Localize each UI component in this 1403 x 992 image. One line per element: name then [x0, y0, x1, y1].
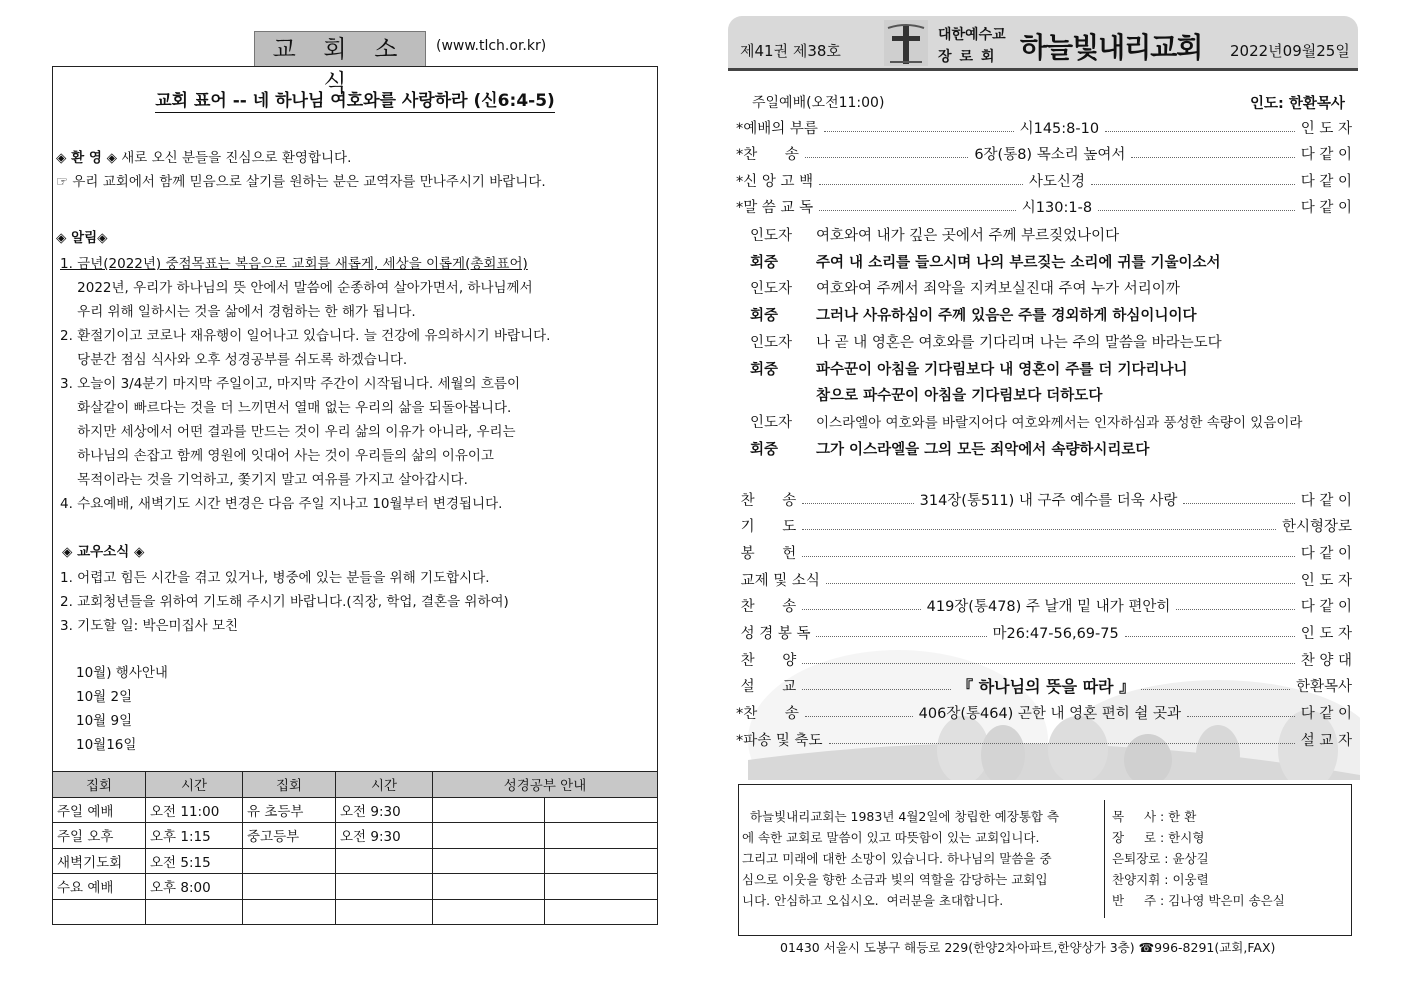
dotted-leader	[826, 583, 1295, 584]
table-cell	[336, 874, 433, 900]
order-item: *파송 및 축도	[736, 732, 823, 749]
table-row	[53, 823, 658, 849]
reading-text: 참으로 파수꾼이 아침을 기다림보다 더하도다	[816, 388, 1103, 405]
order-item: *찬 송	[736, 706, 799, 723]
order-leader: 찬 양 대	[1300, 652, 1352, 669]
reading-line	[750, 331, 1222, 352]
notice-line: 2022년, 우리가 하나님의 뜻 안에서 말씀에 순종하여 살아가면서, 하나님께서	[60, 280, 533, 296]
divider	[1104, 800, 1105, 918]
order-leader: 설 교 자	[1300, 732, 1352, 749]
intro-line: 하늘빛내리교회는 1983년 4월2일에 창립한 예장통합 측	[742, 809, 1060, 824]
table-cell	[545, 899, 658, 925]
order-leader: 인 도 자	[1300, 626, 1353, 642]
notice-line: 2. 환절기이고 코로나 재유행이 일어나고 있습니다. 늘 건강에 유의하시기 바랍니다.	[60, 328, 551, 344]
col-header: 시간	[336, 772, 433, 798]
reading-speaker: 인도자	[750, 414, 793, 431]
order-leader: 인 도 자	[1300, 572, 1352, 589]
order-leader: 다 같 이	[1300, 706, 1353, 723]
order-leader: 다 같 이	[1300, 492, 1353, 509]
church-name: 하늘빛내리교회	[1020, 31, 1203, 64]
staff-line: 목 사 : 한 환	[1112, 809, 1197, 824]
notice-line: 3. 오늘이 3/4분기 마지막 주일이고, 마지막 주간이 시작됩니다. 세월의 흐름이	[60, 376, 520, 392]
staff-line: 은퇴장로 : 윤상길	[1112, 851, 1209, 866]
table-cell: 중고등부	[243, 823, 336, 849]
notice-line: 화살같이 빠르다는 것을 더 느끼면서 열매 없는 우리의 삶을 되돌아봅니다.	[60, 400, 512, 416]
dotted-leader	[1098, 210, 1295, 211]
order-detail: 419장(통478) 주 날개 밑 내가 편안히	[926, 599, 1171, 616]
member-news-heading: ◈ 교우소식 ◈	[62, 544, 145, 560]
table-cell: 새벽기도회	[53, 848, 146, 874]
member-news-line: 1. 어렵고 힘든 시간을 겪고 있거나, 병중에 있는 분들을 위해 기도합시다.	[60, 570, 490, 586]
church-motto: 교회 표어 -- 네 하나님 여호와를 사랑하라 (신6:4-5)	[155, 91, 555, 111]
church-intro	[742, 806, 1100, 911]
reading-line	[750, 224, 1119, 245]
order-detail: 시145:8-10	[1019, 120, 1100, 137]
intro-line: 그리고 미래에 대한 소망이 있습니다. 하나님의 말씀을 중	[742, 851, 1052, 866]
reading-text: 주여 내 소리를 들으시며 나의 부르짖는 소리에 귀를 기울이소서	[816, 254, 1221, 271]
table-cell: 오후 1:15	[146, 823, 243, 849]
order-row	[736, 728, 1352, 750]
table-cell	[243, 874, 336, 900]
reading-line	[750, 411, 1302, 432]
notice-line: 목적이라는 것을 기억하고, 쫓기지 말고 여유를 가지고 살아갑시다.	[60, 472, 468, 488]
dotted-leader	[829, 743, 1295, 744]
table-cell	[433, 797, 545, 823]
order-item: 설 교	[736, 679, 797, 696]
order-leader: 한환목사	[1295, 679, 1352, 696]
order-detail: 시130:1-8	[1021, 200, 1093, 216]
col-header: 성경공부 안내	[433, 772, 658, 798]
bulletin-date: 2022년09월25일	[1230, 42, 1350, 60]
order-leader: 다 같 이	[1300, 173, 1353, 190]
order-row	[736, 515, 1352, 537]
dotted-leader	[1187, 716, 1295, 717]
reading-text: 여호와여 내가 깊은 곳에서 주께 부르짖었나이다	[816, 228, 1120, 244]
notice-line: 1. 금년(2022년) 중점목표는 복음으로 교회를 새롭게, 세상을 이롭게(총회표어)	[60, 256, 528, 272]
order-item: *찬 송	[736, 147, 799, 163]
service-leader: 인도: 한환목사	[1250, 96, 1345, 112]
dotted-leader	[802, 556, 1294, 557]
dotted-leader	[802, 503, 913, 504]
church-address: 01430 서울시 도봉구 해등로 229(한양2차아파트,한양상가 3층) ☎996-8291(교회,FAX)	[780, 940, 1276, 955]
order-detail: 6장(통8) 목소리 높여서	[974, 147, 1126, 163]
reading-line	[750, 384, 1102, 405]
service-time: 주일예배(오전11:00)	[752, 95, 885, 111]
order-item: 찬 송	[736, 599, 797, 616]
order-row	[736, 488, 1352, 510]
order-detail: 마26:47-56,69-75	[992, 626, 1119, 642]
table-cell	[433, 848, 545, 874]
order-item: 기 도	[736, 519, 797, 536]
notice-line: 하나님의 손잡고 함께 영원에 잇대어 사는 것이 우리들의 삶의 이유이고	[60, 448, 494, 464]
table-cell	[243, 899, 336, 925]
dotted-leader	[802, 663, 1294, 664]
event-line: 10월16일	[76, 737, 137, 753]
col-header: 집회	[53, 772, 146, 798]
table-row	[53, 848, 658, 874]
order-item: *예배의 부름	[736, 120, 818, 137]
dotted-leader	[1105, 131, 1295, 132]
dotted-leader	[802, 609, 920, 610]
order-leader: 인 도 자	[1300, 120, 1353, 137]
dotted-leader	[819, 210, 1016, 211]
table-cell	[243, 848, 336, 874]
table-cell	[545, 797, 658, 823]
event-line: 10월 9일	[76, 713, 133, 729]
table-cell: 오전 9:30	[336, 823, 433, 849]
reading-speaker: 인도자	[750, 228, 793, 244]
reading-speaker: 회중	[750, 308, 779, 325]
dotted-leader	[1141, 689, 1290, 690]
notice-line: 하지만 세상에서 어떤 결과를 만드는 것이 우리 삶의 이유가 아니라, 우리는	[60, 424, 516, 440]
intro-line: 니다. 안심하고 오십시오. 여러분을 초대합니다.	[742, 893, 1004, 908]
intro-line: 에 속한 교회로 말씀이 있고 따뜻함이 있는 교회입니다.	[742, 830, 1040, 845]
page-title: 교 회 소 식	[254, 31, 426, 67]
dotted-leader	[824, 131, 1014, 132]
reading-line	[750, 277, 1180, 298]
table-cell	[53, 899, 146, 925]
reading-speaker: 회중	[750, 441, 779, 458]
church-url[interactable]: (www.tlch.or.kr)	[436, 38, 547, 54]
order-row	[736, 648, 1352, 670]
reading-speaker: 인도자	[750, 281, 793, 298]
table-row	[53, 874, 658, 900]
issue-number: 제41권 제38호	[740, 42, 841, 60]
table-cell	[433, 874, 545, 900]
notice-line: 당분간 점심 식사와 오후 성경공부를 쉬도록 하겠습니다.	[60, 352, 408, 368]
reading-line	[750, 438, 1149, 459]
reading-text: 여호와여 주께서 죄악을 지켜보실진대 주여 누가 서리이까	[816, 281, 1180, 298]
table-cell	[433, 899, 545, 925]
staff-line: 반 주 : 김나영 박은미 송은실	[1112, 893, 1285, 908]
reading-speaker: 인도자	[750, 334, 793, 351]
table-cell: 오전 5:15	[146, 848, 243, 874]
order-row	[736, 116, 1352, 138]
order-leader: 다 같 이	[1300, 147, 1352, 163]
table-cell	[336, 899, 433, 925]
table-cell: 주일 예배	[53, 797, 146, 823]
table-cell	[545, 874, 658, 900]
dotted-leader	[1183, 503, 1294, 504]
dotted-leader	[1091, 184, 1295, 185]
welcome-note: ☞ 우리 교회에서 함께 믿음으로 살기를 원하는 분은 교역자를 만나주시기 바랍니다.	[56, 174, 546, 190]
intro-line: 심으로 이웃을 향한 소금과 빛의 역할을 감당하는 교회입	[742, 872, 1048, 887]
reading-text: 이스라엘아 여호와를 바랄지어다 여호와께서는 인자하심과 풍성한 속량이 있음이라	[816, 414, 1303, 431]
notice-line: 4. 수요예배, 새벽기도 시간 변경은 다음 주일 지나고 10월부터 변경됩니다.	[60, 496, 503, 512]
order-item: 찬 양	[736, 652, 797, 669]
table-cell	[336, 848, 433, 874]
table-cell: 오후 8:00	[146, 874, 243, 900]
table-cell: 오전 11:00	[146, 797, 243, 823]
cross-logo-icon	[884, 20, 928, 66]
denomination-2: 장로회	[938, 49, 1003, 65]
notice-heading: ◈ 알림◈	[56, 230, 108, 246]
table-cell	[545, 848, 658, 874]
reading-line	[750, 251, 1221, 272]
staff-list	[1112, 806, 1285, 911]
reading-speaker: 회중	[750, 361, 779, 378]
denomination: 대한예수교	[938, 27, 1006, 43]
table-cell	[545, 823, 658, 849]
dotted-leader	[802, 689, 951, 690]
order-leader: 다 같 이	[1300, 545, 1352, 562]
order-item: 봉 헌	[736, 545, 797, 562]
staff-line: 찬양지휘 : 이웅렬	[1112, 872, 1209, 887]
order-row	[736, 169, 1352, 191]
event-line: 10월 2일	[76, 689, 133, 705]
reading-line	[750, 304, 1196, 325]
dotted-leader	[1176, 609, 1294, 610]
dotted-leader	[805, 716, 913, 717]
order-item: 성 경 봉 독	[736, 626, 811, 642]
order-row	[736, 143, 1352, 165]
dotted-leader	[805, 157, 968, 158]
reading-text: 그가 이스라엘을 그의 모든 죄악에서 속량하시리로다	[816, 441, 1150, 458]
table-cell	[433, 823, 545, 849]
reading-text: 그러나 사유하심이 주께 있음은 주를 경외하게 하심이니이다	[816, 308, 1197, 325]
order-detail: 406장(통464) 곤한 내 영혼 편히 쉴 곳과	[918, 706, 1182, 723]
dotted-leader	[819, 184, 1023, 185]
staff-line: 장 로 : 한시형	[1112, 830, 1205, 845]
order-detail: 『 하나님의 뜻을 따라 』	[957, 677, 1136, 697]
reading-line	[750, 358, 1188, 379]
order-item: 찬 송	[736, 492, 797, 509]
table-cell: 주일 오후	[53, 823, 146, 849]
member-news-line: 2. 교회청년들을 위하여 기도해 주시기 바랍니다.(직장, 학업, 결혼을 위하여)	[60, 594, 509, 610]
reading-text: 나 곧 내 영혼은 여호와를 기다리며 나는 주의 말씀을 바라는도다	[816, 334, 1222, 351]
order-leader: 한시형장로	[1281, 519, 1352, 536]
order-item: 교제 및 소식	[736, 572, 820, 589]
schedule-table	[52, 771, 658, 925]
order-row	[736, 568, 1352, 590]
col-header: 집회	[243, 772, 336, 798]
order-row	[736, 196, 1352, 218]
welcome-line: ◈ 환 영 ◈ 새로 오신 분들을 진심으로 환영합니다.	[56, 150, 352, 166]
order-detail: 사도신경	[1028, 173, 1085, 190]
order-row	[736, 541, 1352, 563]
table-cell: 유 초등부	[243, 797, 336, 823]
dotted-leader	[802, 529, 1276, 530]
table-cell	[146, 899, 243, 925]
member-news-line: 3. 기도할 일: 박은미집사 모친	[60, 618, 239, 634]
order-detail: 314장(통511) 내 구주 예수를 더욱 사랑	[919, 492, 1178, 509]
event-line: 10월) 행사안내	[76, 665, 168, 681]
order-leader: 다 같 이	[1300, 200, 1352, 216]
reading-text: 파수꾼이 아침을 기다림보다 내 영혼이 주를 더 기다리나니	[816, 361, 1188, 378]
col-header: 시간	[146, 772, 243, 798]
order-row	[736, 702, 1352, 724]
table-row	[53, 797, 658, 823]
order-leader: 다 같 이	[1300, 599, 1353, 616]
reading-speaker: 회중	[750, 254, 779, 271]
order-row	[736, 622, 1352, 644]
order-row	[736, 675, 1352, 697]
table-cell: 수요 예배	[53, 874, 146, 900]
dotted-leader	[816, 636, 986, 637]
table-cell: 오전 9:30	[336, 797, 433, 823]
table-row	[53, 899, 658, 925]
order-row	[736, 595, 1352, 617]
order-item: *신 앙 고 백	[736, 173, 814, 190]
notice-line: 우리 위해 일하시는 것을 삶에서 경험하는 한 해가 됩니다.	[60, 304, 416, 320]
order-item: *말 씀 교 독	[736, 200, 814, 216]
dotted-leader	[1131, 157, 1294, 158]
dotted-leader	[1125, 636, 1295, 637]
